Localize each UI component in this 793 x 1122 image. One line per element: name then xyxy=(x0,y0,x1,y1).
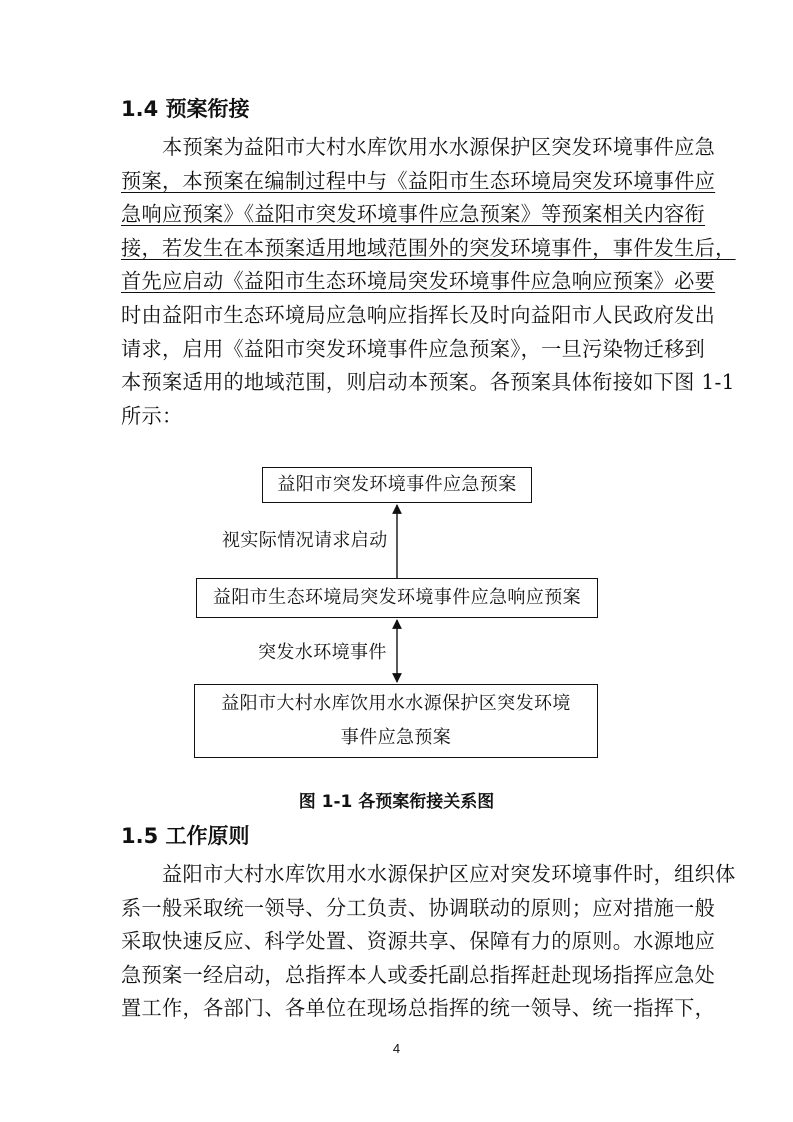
paragraph-line: 本预案为益阳市大村水库饮用水水源保护区突发环境事件应急 xyxy=(121,135,716,159)
paragraph-line: 时由益阳市生态环境局应急响应指挥长及时向益阳市人民政府发出 xyxy=(121,302,716,327)
paragraph-line: 急响应预案》《益阳市突发环境事件应急预案》等预案相关内容衔 xyxy=(121,202,706,227)
paragraph-line: 请求，启用《益阳市突发环境事件应急预案》，一旦污染物迁移到 xyxy=(121,336,706,361)
reservoir-box-line: 事件应急预案 xyxy=(340,727,452,748)
paragraph-line: 置工作，各部门、各单位在现场总指挥的统一领导、统一指挥下， xyxy=(121,996,716,1021)
section-1-4-paragraph xyxy=(121,131,736,433)
paragraph-line: 益阳市大村水库饮用水水源保护区应对突发环境事件时，组织体 xyxy=(121,862,736,886)
paragraph-line: 预案，本预案在编制过程中与《益阳市生态环境局突发环境事件应 xyxy=(121,168,716,193)
plan-box-ecology-bureau: 益阳市生态环境局突发环境事件应急响应预案 xyxy=(196,578,598,618)
paragraph-line: 急预案一经启动，总指挥本人或委托副总指挥赶赴现场指挥应急处 xyxy=(121,962,716,987)
paragraph-line: 采取快速反应、科学处置、资源共享、保障有力的原则。水源地应 xyxy=(121,929,716,954)
figure-caption: 图 1-1 各预案衔接关系图 xyxy=(298,792,495,812)
page-number: 4 xyxy=(392,1041,401,1056)
section-heading-1-5: 1.5 工作原则 xyxy=(121,824,250,848)
paragraph-line: 接，若发生在本预案适用地域范围外的突发环境事件，事件发生后， xyxy=(121,235,736,260)
arrow-label-request: 视实际情况请求启动 xyxy=(222,530,388,551)
paragraph-line: 首先应启动《益阳市生态环境局突发环境事件应急响应预案》必要 xyxy=(121,269,716,294)
section-1-5-paragraph xyxy=(121,858,736,1026)
paragraph-line: 系一般采取统一领导、分工负责、协调联动的原则；应对措施一般 xyxy=(121,895,716,920)
paragraph-line: 所示： xyxy=(121,403,183,428)
reservoir-box-line: 益阳市大村水库饮用水水源保护区突发环境 xyxy=(221,693,571,714)
section-heading-1-4: 1.4 预案衔接 xyxy=(121,97,250,121)
paragraph-line: 本预案适用的地域范围，则启动本预案。各预案具体衔接如下图 1-1 xyxy=(121,370,735,395)
plan-box-reservoir xyxy=(194,684,598,758)
arrow-label-water-event: 突发水环境事件 xyxy=(258,642,387,663)
plan-box-city-emergency: 益阳市突发环境事件应急预案 xyxy=(262,467,532,503)
